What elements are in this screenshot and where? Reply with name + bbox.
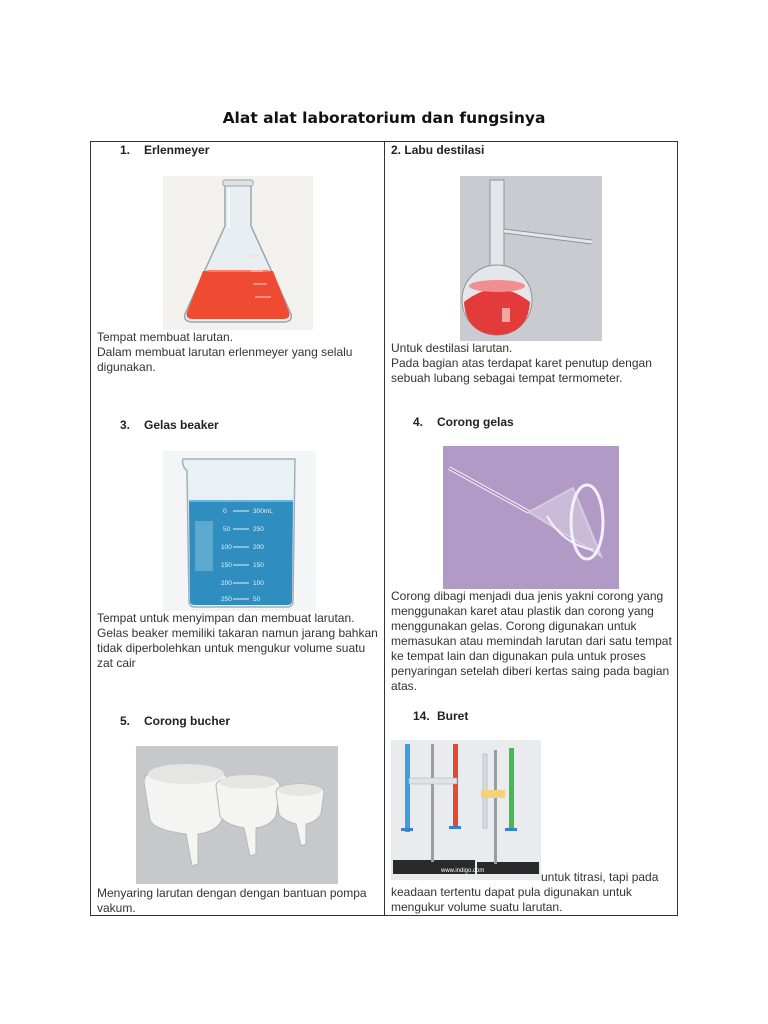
item-number: 14.: [413, 709, 430, 723]
item-number: 5.: [120, 714, 131, 728]
item-name: Buret: [437, 709, 469, 723]
item-heading-buret: [413, 709, 468, 723]
beaker-mark: 50: [223, 526, 231, 533]
glass-funnel-icon: [443, 446, 619, 589]
item-description: Corong dibagi menjadi dua jenis yakni corong yang menggunakan karet atau plastik dan corong yang menggunakan gelas. Corong digunakan untuk memasukan atau memindah larutan dari satu tempat ke tempat lain dan digunakan pula untuk proses penyaringan setelah diberi kertas saing pada bagian atas.: [391, 589, 672, 693]
item-description: Menyaring larutan dengan dengan bantuan pompa vakum.: [97, 886, 367, 915]
item-number: 3.: [120, 418, 131, 432]
item-description: Tempat membuat larutan. Dalam membuat larutan erlenmeyer yang selalu digunakan.: [97, 330, 353, 374]
beaker-mark: 0: [223, 508, 227, 515]
item-heading-corong-bucher: [120, 714, 230, 728]
burette-icon: [391, 740, 541, 880]
item-heading-gelas-beaker: [120, 418, 219, 432]
item-number: 2.: [391, 143, 402, 157]
beaker-mark: 100: [253, 580, 264, 587]
beaker-mark: 100: [221, 544, 232, 551]
beaker-mark: 200: [253, 544, 264, 551]
beaker-mark: 150: [221, 562, 232, 569]
item-heading-erlenmeyer: [120, 143, 209, 157]
item-name: Corong bucher: [144, 714, 230, 728]
beaker-mark: 250: [221, 596, 232, 603]
item-description-inline: untuk titrasi, tapi pada: [541, 870, 659, 884]
item-name: Gelas beaker: [144, 418, 219, 432]
item-number: 1.: [120, 143, 131, 157]
item-number: 4.: [413, 415, 424, 429]
beaker-mark: 200: [221, 580, 232, 587]
item-name: Erlenmeyer: [144, 143, 210, 157]
beaker-icon: [163, 451, 316, 611]
erlenmeyer-flask-icon: [163, 176, 313, 330]
column-divider: [384, 142, 385, 915]
item-description: keadaan tertentu dapat pula digunakan untuk mengukur volume suatu larutan.: [391, 885, 632, 914]
beaker-mark: 250: [253, 526, 264, 533]
beaker-mark: 50: [253, 596, 261, 603]
watermark-text: www.indigo.com: [441, 868, 485, 874]
item-name: Labu destilasi: [404, 143, 485, 157]
buchner-funnel-icon: [136, 746, 338, 884]
equipment-table: [90, 141, 678, 916]
page-title: Alat alat laboratorium dan fungsinya: [222, 109, 546, 127]
item-heading-corong-gelas: [413, 415, 514, 429]
beaker-mark: 150: [253, 562, 264, 569]
item-description: Tempat untuk menyimpan dan membuat larutan. Gelas beaker memiliki takaran namun jarang bahkan tidak diperbolehkan untuk mengukur volume suatu zat cair: [97, 611, 378, 670]
item-name: Corong gelas: [437, 415, 514, 429]
item-description: Untuk destilasi larutan. Pada bagian atas terdapat karet penutup dengan sebuah lubang sebagai tempat termometer.: [391, 341, 652, 385]
beaker-mark: 300mL: [253, 508, 273, 515]
item-heading-labu-destilasi: [391, 143, 484, 157]
distillation-flask-icon: [460, 176, 602, 341]
